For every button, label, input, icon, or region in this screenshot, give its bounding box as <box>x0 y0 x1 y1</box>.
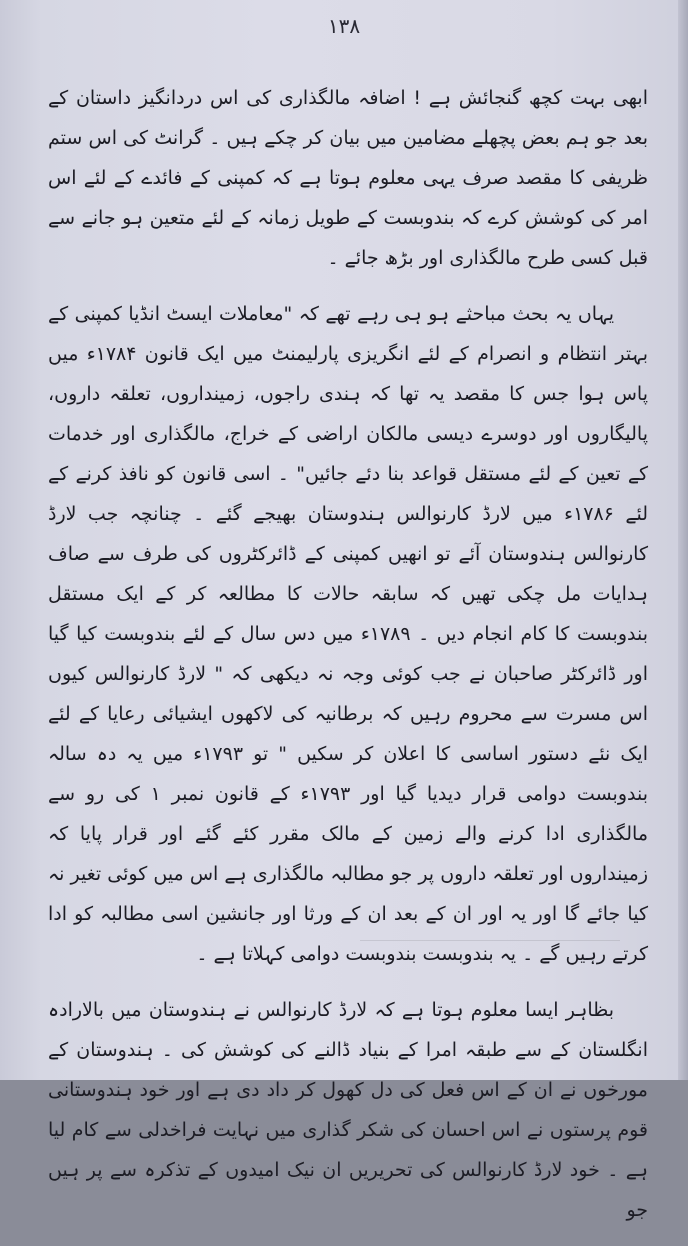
paragraph-2: یہاں یہ بحث مباحثے ہو ہی رہے تھے کہ "معاملات ایسٹ انڈیا کمپنی کے بہتر انتظام و انصرام کے لئے انگریزی پارلیمنٹ میں ایک قانون ۱۷۸۴ء میں پاس ہوا جس کا مقصد یہ تھا کہ ہندی راجوں، زمینداروں، تعلقہ داروں، پالیگاروں اور دوسرے دیسی مالکان اراضی کے خراج، مالگذاری اور خدمات کے تعین کے لئے مستقل قواعد بنا دئے جائیں" ۔ اسی قانون کو نافذ کرنے کے لئے ۱۷۸۶ء میں لارڈ کارنوالس ہندوستان بھیجے گئے ۔ چنانچہ جب لارڈ کارنوالس ہندوستان آئے تو انھیں کمپنی کے ڈائرکٹروں کی طرف سے صاف ہدایات مل چکی تھیں کہ سابقہ حالات کا مطالعہ کر کے ایک مستقل بندوبست کا کام انجام دیں ۔ ۱۷۸۹ء میں دس سال کے لئے بندوبست کیا گیا اور ڈائرکٹر صاحبان نے جب کوئی وجہ نہ دیکھی کہ " لارڈ کارنوالس کیوں اس مسرت سے محروم رہیں کہ برطانیہ کی لاکھوں ایشیائی رعایا کے لئے ایک نئے دستور اساسی کا اعلان کر سکیں " تو ۱۷۹۳ء میں یہ دہ سالہ بندوبست دوامی قرار دیدیا گیا اور ۱۷۹۳ء کے قانون نمبر ۱ کی رو سے مالگذاری ادا کرنے والے زمین کے مالک مقرر کئے گئے اور قرار پایا کہ زمینداروں اور تعلقہ داروں پر جو مطالبہ مالگذاری ہے اس میں کوئی تغیر نہ کیا جائے گا اور یہ اور ان کے بعد ان کے ورثا اور جانشین اسی مطالبہ کو ادا کرتے رہیں گے ۔ یہ بندوبست بندوبست دوامی کہلاتا ہے ۔ <box>48 303 649 965</box>
bleed-through-line <box>360 940 620 963</box>
paragraph-3: بظاہر ایسا معلوم ہوتا ہے کہ لارڈ کارنوالس نے ہندوستان میں بالارادہ انگلستان کے سے طبقہ امرا کے بنیاد ڈالنے کی کوشش کی ۔ ہندوستان کے مورخوں نے ان کے اس فعل کی دل کھول کر داد دی ہے اور خود ہندوستانی قوم پرستوں نے اس احسان کی شکر گذاری میں نہایت فراخدلی سے کام لیا ہے ۔ خود لارڈ کارنوالس کی تحریریں ان نیک امیدوں کے تذکرہ سے پر ہیں جو <box>48 999 648 1221</box>
body-text <box>48 78 648 1246</box>
page-number: ١٣٨ <box>327 14 361 38</box>
paragraph-1: ابھی بہت کچھ گنجائش ہے ! اضافہ مالگذاری کی اس دردانگیز داستان کے بعد جو ہم بعض پچھلے مضامین میں بیان کر چکے ہیں ۔ گرانٹ کی اس ستم ظریفی کا مقصد صرف یہی معلوم ہوتا ہے کہ کمپنی کے فائدے کے لئے اس امر کی کوشش کرے کہ بندوبست کے طویل زمانہ کے لئے متعین ہو جانے سے قبل کسی طرح مالگذاری اور بڑھ جائے ۔ <box>48 87 648 269</box>
page-edge <box>678 0 688 1080</box>
